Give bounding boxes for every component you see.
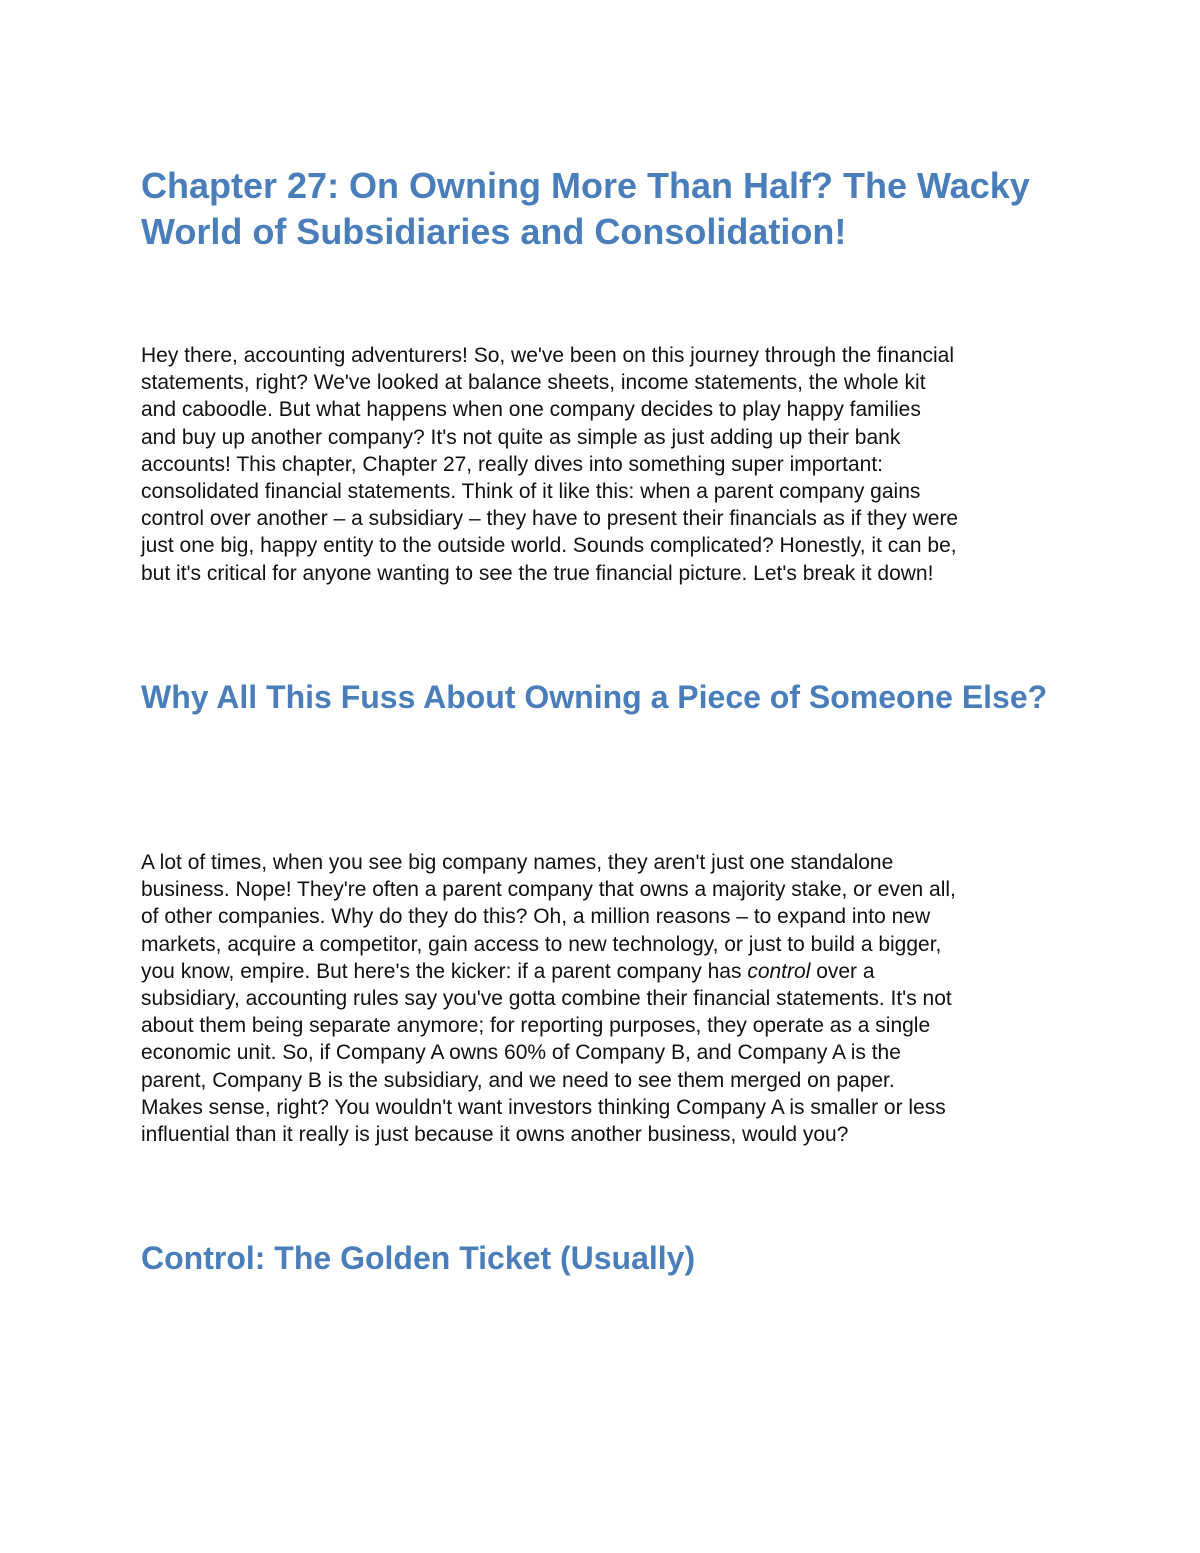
section-line: about them being separate anymore; for reporting purposes, they operate as a single — [141, 1014, 931, 1038]
intro-line: consolidated financial statements. Think of it like this: when a parent company gains — [141, 480, 921, 504]
line-text-before: you know, empire. But here's the kicker: if a parent company has — [141, 959, 748, 983]
emphasis-control: control — [747, 959, 811, 983]
section-line: economic unit. So, if Company A owns 60% of Company B, and Company A is the — [141, 1041, 901, 1065]
intro-line: control over another – a subsidiary – they have to present their financials as if they were — [141, 507, 959, 531]
line-text-after: over a — [810, 959, 875, 983]
intro-line: and buy up another company? It's not quite as simple as just adding up their bank — [141, 425, 901, 449]
section-line: Makes sense, right? You wouldn't want investors thinking Company A is smaller or less — [141, 1095, 946, 1119]
section-line — [141, 958, 1076, 985]
section-line: influential than it really is just because it owns another business, would you? — [141, 1123, 849, 1147]
intro-line: statements, right? We've looked at balance sheets, income statements, the whole kit — [141, 371, 926, 395]
intro-line: just one big, happy entity to the outside world. Sounds complicated? Honestly, it can be, — [141, 534, 957, 558]
section-line: markets, acquire a competitor, gain access to new technology, or just to build a bigger, — [141, 932, 942, 956]
intro-line: accounts! This chapter, Chapter 27, really dives into something super important: — [141, 452, 884, 476]
intro-paragraph — [141, 342, 1076, 587]
section-line: of other companies. Why do they do this? Oh, a million reasons – to expand into new — [141, 905, 931, 929]
section-line: subsidiary, accounting rules say you've gotta combine their financial statements. It's not — [141, 987, 952, 1011]
section-line: business. Nope! They're often a parent company that owns a majority stake, or even all, — [141, 878, 956, 902]
chapter-title: Chapter 27: On Owning More Than Half? The Wacky World of Subsidiaries and Consolidation! — [141, 165, 1030, 252]
intro-line: but it's critical for anyone wanting to see the true financial picture. Let's break it down! — [141, 561, 934, 585]
section-line: A lot of times, when you see big company names, they aren't just one standalone — [141, 851, 894, 874]
section-heading-control: Control: The Golden Ticket (Usually) — [141, 1240, 696, 1276]
section-heading-why-fuss: Why All This Fuss About Owning a Piece of Someone Else? — [141, 679, 1048, 715]
intro-line: and caboodle. But what happens when one company decides to play happy families — [141, 398, 921, 422]
section-paragraph-why-fuss — [141, 849, 1076, 1148]
section-line: parent, Company B is the subsidiary, and we need to see them merged on paper. — [141, 1068, 895, 1092]
intro-line: Hey there, accounting adventurers! So, we've been on this journey through the financial — [141, 344, 955, 367]
